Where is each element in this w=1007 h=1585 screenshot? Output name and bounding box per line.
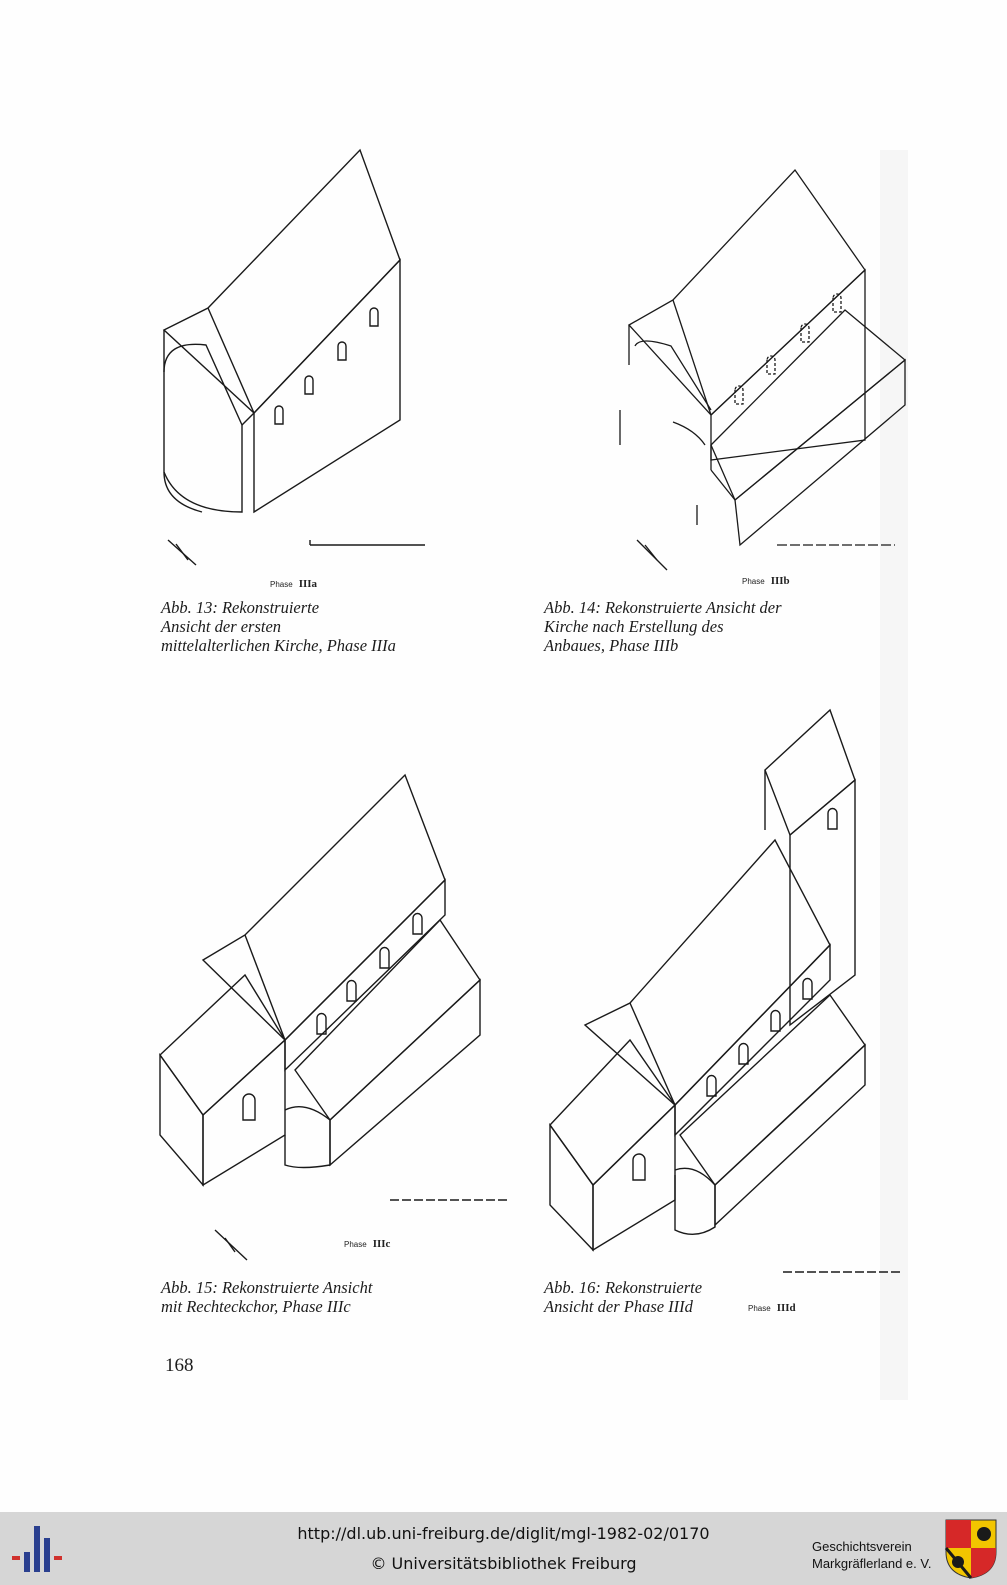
figure-16-drawing (545, 705, 905, 1265)
society-name (812, 1538, 931, 1572)
caption-15 (161, 1278, 372, 1316)
copyright-notice: © Universitätsbibliothek Freiburg (370, 1554, 637, 1573)
caption-line: Abb. 15: Rekonstruierte Ansicht (161, 1278, 373, 1297)
phase-label-14: Phase IIIb (742, 575, 790, 587)
caption-line: Abb. 14: Rekonstruierte Ansicht der (544, 598, 782, 617)
society-line: Markgräflerland e. V. (812, 1556, 932, 1571)
caption-line: Kirche nach Erstellung des (544, 617, 724, 636)
caption-line: Abb. 16: Rekonstruierte (544, 1278, 703, 1297)
coat-of-arms-icon (944, 1518, 998, 1580)
figure-14-drawing (615, 160, 915, 580)
phase-label-16: Phase IIId (748, 1302, 796, 1314)
caption-line: Abb. 13: Rekonstruierte (161, 598, 320, 617)
caption-line: mittelalterlichen Kirche, Phase IIIa (161, 636, 396, 655)
figure-13-drawing (150, 140, 450, 590)
source-url-link[interactable]: http://dl.ub.uni-freiburg.de/diglit/mgl-1982-02/0170 (297, 1524, 710, 1543)
page-number: 168 (165, 1355, 194, 1376)
caption-13 (161, 598, 396, 655)
footer-bar (0, 1512, 1007, 1585)
phase-label-13: Phase IIIa (270, 578, 318, 590)
caption-line: Ansicht der ersten (161, 617, 282, 636)
caption-line: Anbaues, Phase IIIb (544, 636, 679, 655)
figure-15-drawing (155, 770, 515, 1270)
phase-label-15: Phase IIIc (344, 1238, 391, 1250)
caption-line: Ansicht der Phase IIId (544, 1297, 693, 1316)
caption-line: mit Rechteckchor, Phase IIIc (161, 1297, 351, 1316)
caption-16 (544, 1278, 702, 1316)
society-line: Geschichtsverein (812, 1539, 912, 1554)
caption-14 (544, 598, 782, 655)
